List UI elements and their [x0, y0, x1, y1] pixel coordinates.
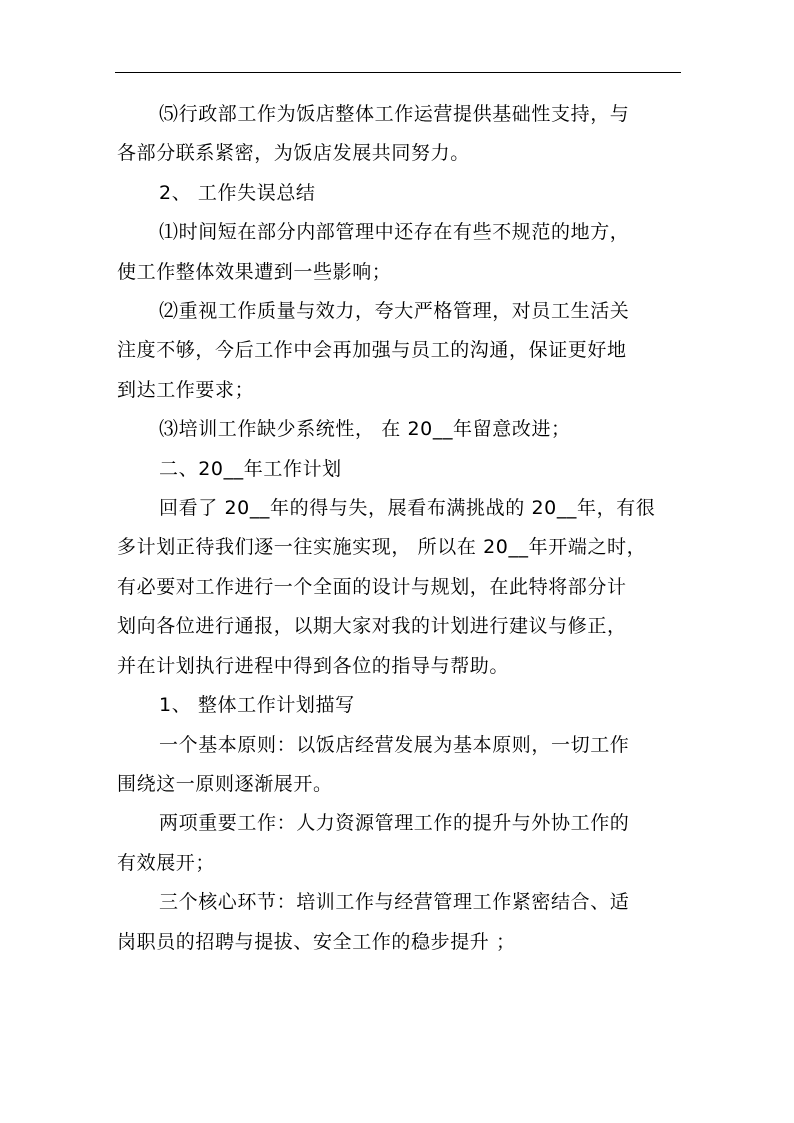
- document-body: [117, 95, 683, 962]
- text-line: 多计划正待我们逐一往实施实现， 所以在 20__年开端之时，: [117, 536, 647, 559]
- text-line: ⑶培训工作缺少系统性， 在 20__年留意改进；: [159, 418, 571, 441]
- text-line: 使工作整体效果遭到一些影响；: [117, 260, 392, 283]
- text-line: ⑸行政部工作为饭店整体工作运营提供基础性支持，与: [159, 103, 630, 125]
- header-rule: [115, 72, 681, 73]
- text-line: 有效展开；: [117, 851, 216, 874]
- text-line: 划向各位进行通报，以期大家对我的计划进行建议与修正，: [117, 615, 627, 638]
- text-line: 一个基本原则：以饭店经营发展为基本原则，一切工作: [159, 733, 630, 756]
- section-heading: 1、 整体工作计划描写: [159, 694, 355, 717]
- text-line: 围绕这一原则逐渐展开。: [117, 772, 333, 795]
- text-line: 三个核心环节：培训工作与经营管理工作紧密结合、适: [159, 891, 630, 914]
- text-line: 到达工作要求；: [117, 378, 255, 401]
- text-line: 有必要对工作进行一个全面的设计与规划，在此特将部分计: [117, 575, 627, 598]
- section-heading: 2、 工作失误总结: [159, 181, 316, 204]
- text-line: ⑵重视工作质量与效力，夸大严格管理，对员工生活关: [159, 300, 630, 323]
- text-line: 注度不够，今后工作中会再加强与员工的沟通，保证更好地: [117, 339, 627, 362]
- text-line: 各部分联系紧密，为饭店发展共同努力。: [117, 142, 470, 165]
- text-line: 并在计划执行进程中得到各位的指导与帮助。: [117, 654, 510, 677]
- text-line: 两项重要工作：人力资源管理工作的提升与外协工作的: [159, 812, 630, 835]
- text-line: 岗职员的招聘与提拔、安全工作的稳步提升 ；: [117, 930, 516, 953]
- section-heading: 二、20__年工作计划: [159, 457, 342, 480]
- text-line: 回看了 20__年的得与失，展看布满挑战的 20__年，有很: [159, 497, 656, 520]
- text-line: ⑴时间短在部分内部管理中还存在有些不规范的地方，: [159, 221, 630, 244]
